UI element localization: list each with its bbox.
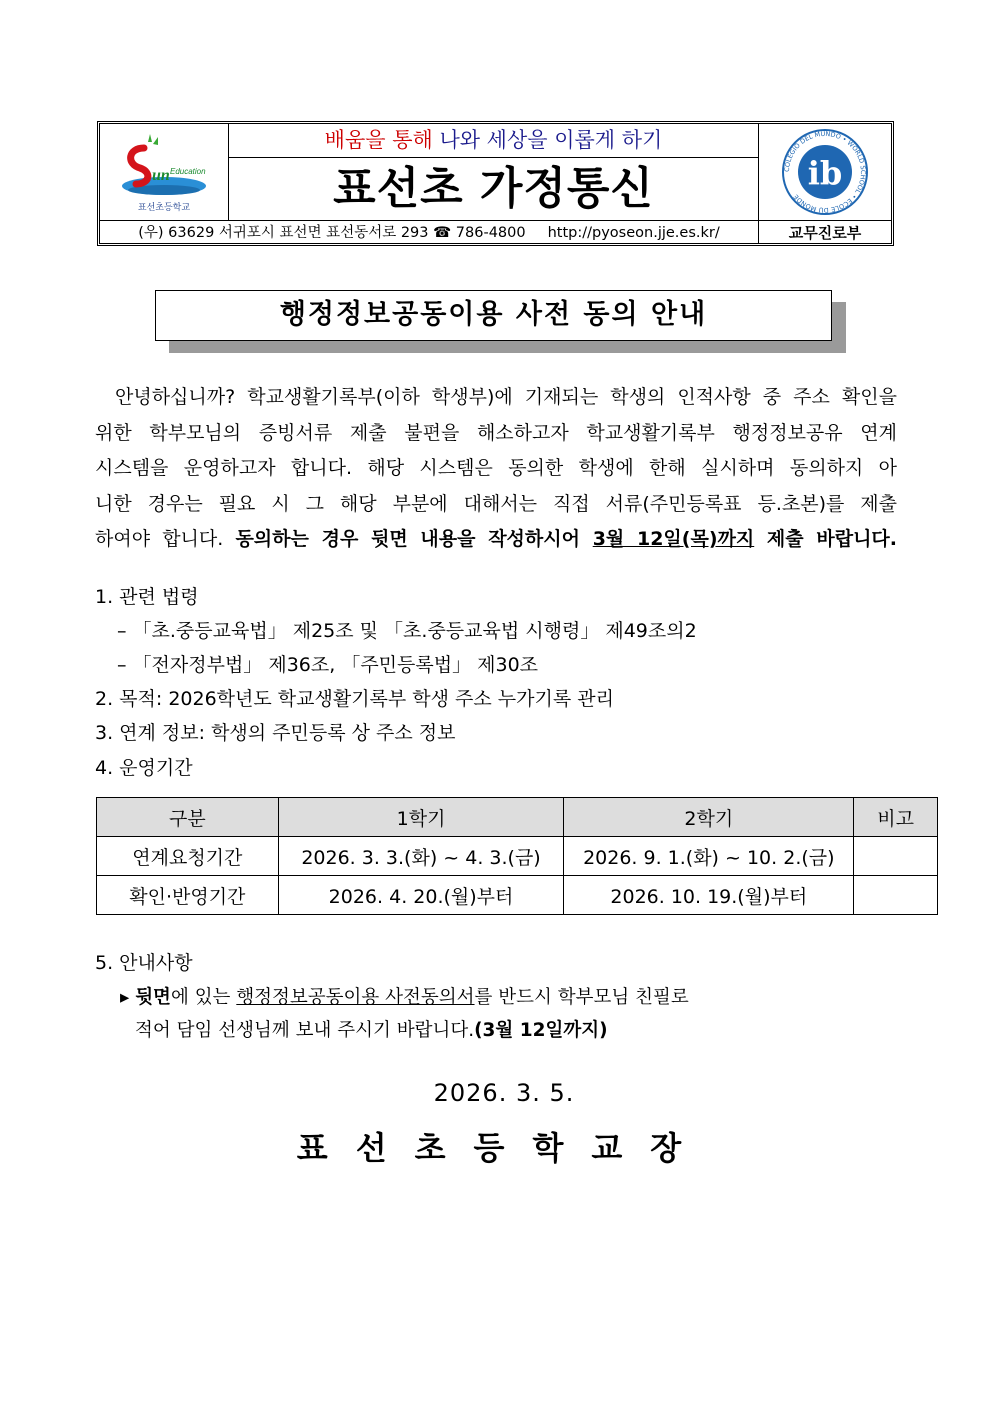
department-label: 교무진로부	[788, 224, 862, 242]
note-line-2: 적어 담임 선생님께 보내 주시기 바랍니다.(3월 12일까지)	[135, 1020, 608, 1041]
section-1-law-1: – 「초.중등교육법」 제25조 및 「초.중등교육법 시행령」 제49조의2	[117, 620, 697, 642]
table-cell: 2026. 4. 20.(월)부터	[278, 876, 564, 915]
section-4-heading: 4. 운영기간	[95, 757, 193, 779]
school-contact: (우) 63629 서귀포시 표선면 표선동서로 293 ☎ 786-4800 http://pyoseon.jje.es.kr/	[100, 221, 759, 243]
svg-text:COLEGIO DEL MUNDO • WORLD SCHO: COLEGIO DEL MUNDO • WORLD SCHOOL • ÉCOLE DU MONDE	[782, 129, 868, 215]
bullet-icon: ▸	[120, 987, 130, 1008]
svg-text:표선초등학교: 표선초등학교	[137, 203, 191, 213]
table-header: 비고	[854, 798, 938, 837]
table-cell: 2026. 3. 3.(화) ~ 4. 3.(금)	[278, 837, 564, 876]
school-motto: 배움을 통해 나와 세상을 이롭게 하기	[228, 124, 759, 158]
principal-signature: 표선초등학교장	[296, 1129, 710, 1167]
section-5-heading: 5. 안내사항	[95, 952, 193, 974]
section-1-law-2: – 「전자정부법」 제36조, 「주민등록법」 제30조	[117, 654, 539, 676]
table-cell: 2026. 9. 1.(화) ~ 10. 2.(금)	[564, 837, 854, 876]
table-cell: 확인·반영기간	[97, 876, 279, 915]
school-url[interactable]: http://pyoseon.jje.es.kr/	[547, 225, 720, 241]
school-logo	[100, 124, 229, 220]
table-cell: 2026. 10. 19.(월)부터	[564, 876, 854, 915]
svg-text:ib: ib	[807, 154, 843, 192]
newsletter-title: 표선초 가정통신	[333, 163, 654, 214]
section-1-heading: 1. 관련 법령	[95, 586, 199, 608]
svg-text:Education: Education	[170, 167, 206, 176]
svg-text:un: un	[152, 167, 170, 184]
table-header: 2학기	[564, 798, 854, 837]
note-line-1: ▸ 뒷면에 있는 행정정보공동이용 사전동의서를 반드시 학부모님 친필로	[120, 987, 689, 1008]
section-2-purpose: 2. 목적: 2026학년도 학교생활기록부 학생 주소 누가기록 관리	[95, 688, 614, 710]
table-header: 구분	[97, 798, 279, 837]
table-row	[97, 876, 938, 915]
table-cell: 연계요청기간	[97, 837, 279, 876]
table-cell	[854, 876, 938, 915]
newsletter-header	[97, 121, 894, 246]
table-cell	[854, 837, 938, 876]
notice-title: 행정정보공동이용 사전 동의 안내	[155, 290, 832, 341]
section-3-info: 3. 연계 정보: 학생의 주민등록 상 주소 정보	[95, 722, 456, 744]
table-header: 1학기	[278, 798, 564, 837]
operation-period-table	[96, 797, 938, 915]
issue-date: 2026. 3. 5.	[433, 1079, 575, 1107]
table-row	[97, 837, 938, 876]
table-header-row	[97, 798, 938, 837]
ib-world-school-logo	[758, 124, 891, 220]
intro-paragraph: 안녕하십니까? 학교생활기록부(이하 학생부)에 기재되는 학생의 인적사항 중 주소 확인을 위한 학부모님의 증빙서류 제출 불편을 해소하고자 학교생활기록부 행정정보공유 연계 시스템을 운영하고자 합니다. 해당 시스템은 동의한 학생에 한해 실시하며 동의하지 아 니한 경우는 필요 시 그 해당 부분에 대해서는 직접 서류(주민등록표 등.초본)를 제출 하여야 합니다. 동의하는 경우 뒷면 내용을 작성하시어 3월 12일(목)까지 제출 바랍니다.	[95, 386, 897, 550]
